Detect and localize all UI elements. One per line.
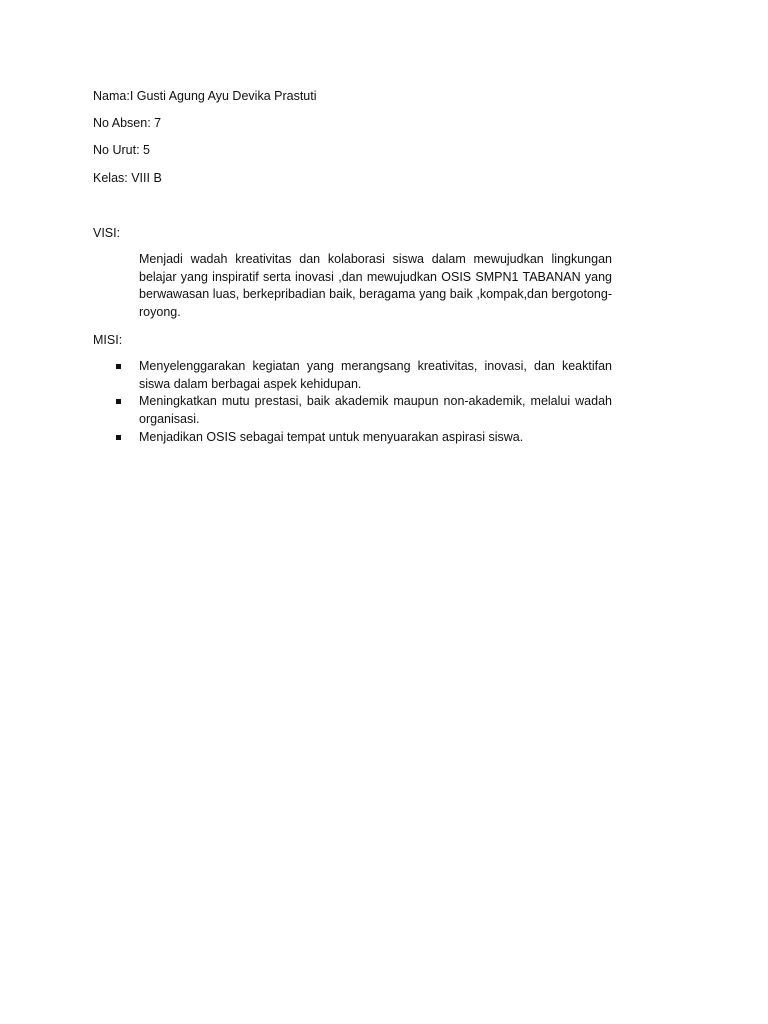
student-kelas: Kelas: VIII B <box>93 171 162 185</box>
list-item <box>110 393 612 428</box>
square-bullet-icon <box>116 435 121 440</box>
list-item <box>110 429 612 447</box>
visi-heading: VISI: <box>93 226 121 240</box>
misi-heading: MISI: <box>93 333 123 347</box>
misi-item-text: Menjadikan OSIS sebagai tempat untuk menyuarakan aspirasi siswa. <box>139 429 524 444</box>
square-bullet-icon <box>116 364 121 369</box>
square-bullet-icon <box>116 399 121 404</box>
student-no-absen: No Absen: 7 <box>93 116 162 130</box>
list-item <box>110 358 612 393</box>
misi-item-text: Meningkatkan mutu prestasi, baik akademik maupun non-akademik, melalui wadah organisasi. <box>139 394 612 427</box>
misi-list <box>110 358 612 447</box>
student-name: Nama:I Gusti Agung Ayu Devika Prastuti <box>93 89 317 103</box>
misi-item-text: Menyelenggarakan kegiatan yang merangsang kreativitas, inovasi, dan keaktifan siswa dalam berbagai aspek kehidupan. <box>139 359 612 391</box>
visi-text: Menjadi wadah kreativitas dan kolaborasi siswa dalam mewujudkan lingkungan belajar yang inspiratif serta inovasi ,dan mewujudkan OSIS SMPN1 TABANAN yang berwawasan luas, berkepribadian baik, beragama yang baik ,kompak,dan bergotong-royong. <box>139 252 612 320</box>
student-no-urut: No Urut: 5 <box>93 143 150 157</box>
